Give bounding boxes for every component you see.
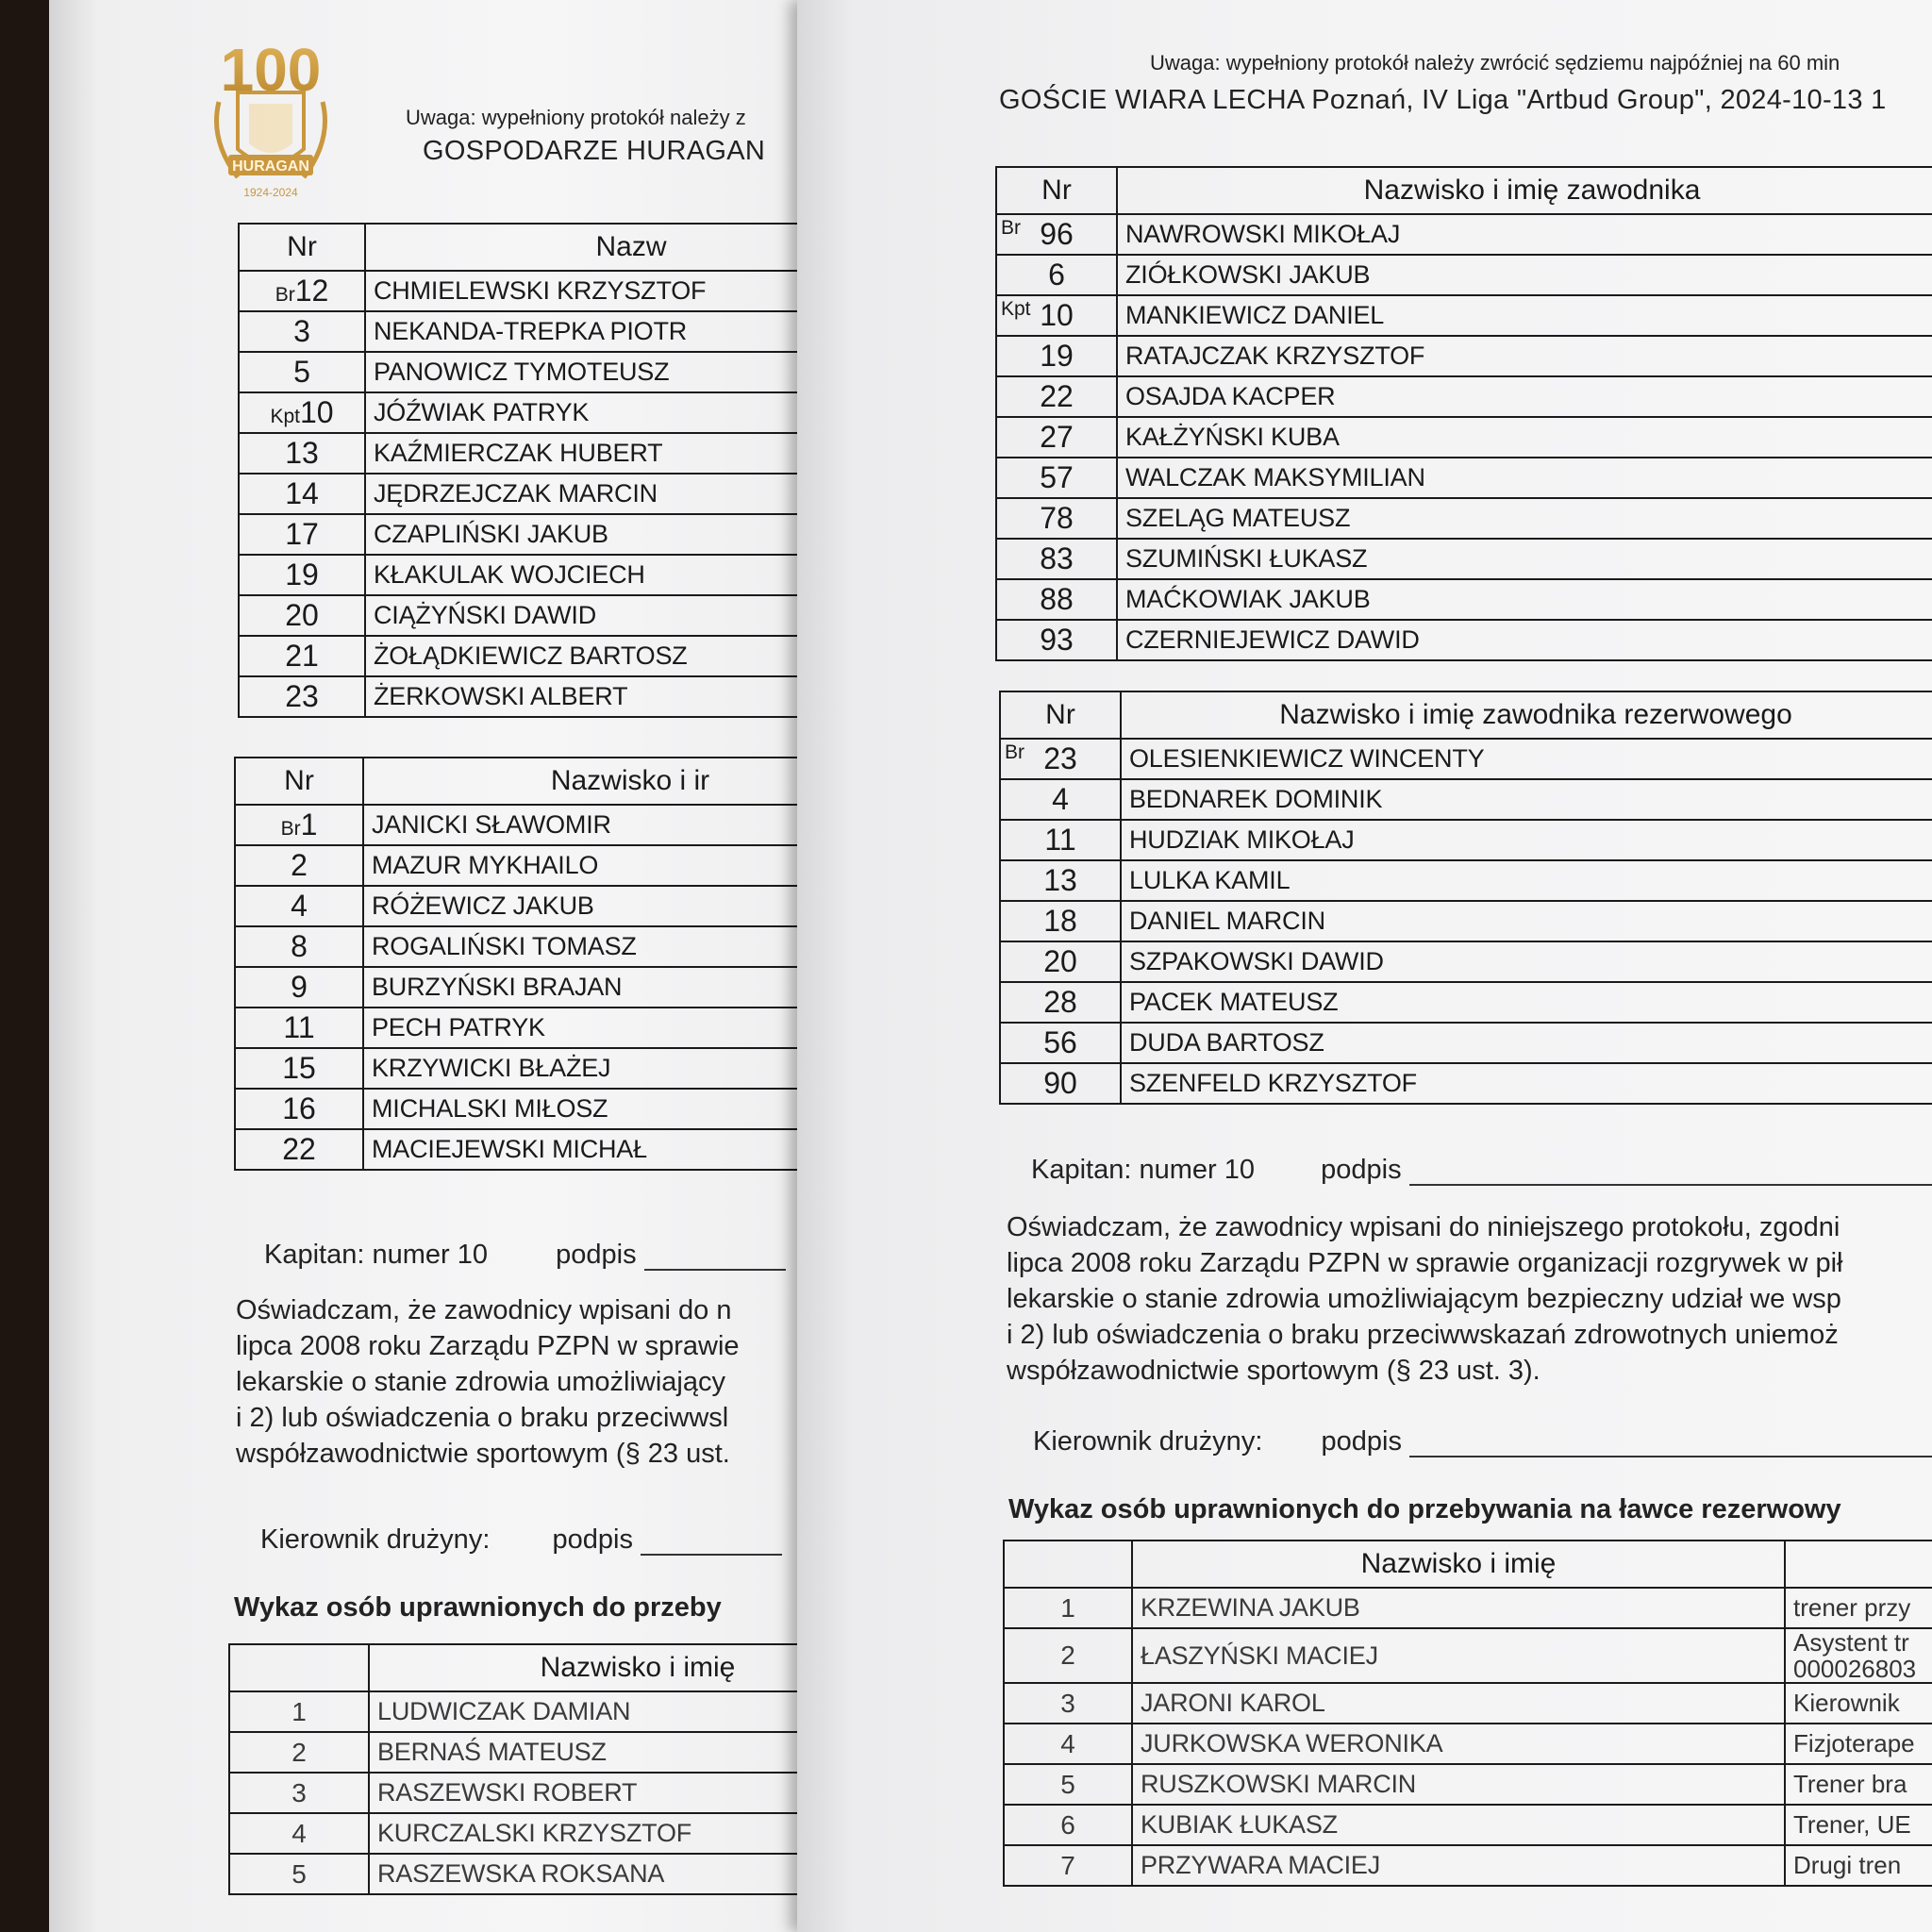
home-note: Uwaga: wypełniony protokół należy z: [406, 106, 746, 129]
home-starting-row: [239, 636, 860, 676]
away-bench-player-name: ŁASZYŃSKI MACIEJ: [1132, 1628, 1785, 1683]
home-reserve-number-cell: [235, 926, 363, 967]
logo-text: HURAGAN: [232, 158, 309, 175]
away-bench-number: 6: [1060, 1809, 1075, 1840]
home-starting-role-tag: Br: [275, 284, 295, 306]
away-starting-player-name: MANKIEWICZ DANIEL: [1117, 295, 1932, 336]
away-declaration-line: Oświadczam, że zawodnicy wpisani do niniejszego protokołu, zgodni: [1007, 1212, 1840, 1242]
home-bench-row: [229, 1691, 860, 1732]
away-manager-text: Kierownik drużyny:: [1033, 1426, 1263, 1457]
home-title: GOSPODARZE HURAGAN: [423, 136, 766, 166]
home-starting-row: [239, 514, 860, 555]
away-starting-number: 10: [1040, 298, 1074, 332]
home-starting-player-name: CIĄŻYŃSKI DAWID: [365, 595, 860, 636]
home-starting-header-row: [239, 224, 860, 271]
away-starting-player-name: WALCZAK MAKSYMILIAN: [1117, 458, 1932, 498]
home-bench-header-nr: [229, 1644, 369, 1691]
away-bench-number-cell: [1004, 1764, 1132, 1805]
home-reserve-number-cell: [235, 1089, 363, 1129]
away-captain-text: Kapitan: numer 10: [1031, 1155, 1255, 1185]
away-declaration-line: lipca 2008 roku Zarządu PZPN w sprawie organizacji rozgrywek w pił: [1007, 1248, 1843, 1278]
away-bench-row: [1004, 1683, 1932, 1724]
home-manager-line: [260, 1524, 782, 1556]
home-starting-number-cell: [239, 352, 365, 392]
home-starting-header-nr: Nr: [239, 224, 365, 271]
away-reserve-player-name: BEDNAREK DOMINIK: [1121, 779, 1932, 820]
away-reserve-number: 28: [1043, 985, 1077, 1019]
away-bench-function-text: Kierownik: [1793, 1689, 1900, 1717]
home-captain-podpis: podpis: [556, 1240, 637, 1270]
home-starting-number: 17: [285, 517, 319, 551]
home-reserve-header-name: Nazwisko i ir: [363, 758, 860, 805]
away-declaration: [1007, 1209, 1842, 1389]
home-starting-table: [238, 223, 860, 718]
home-starting-number-cell: [239, 676, 365, 717]
home-reserve-row: [235, 1048, 860, 1089]
away-starting-number: 27: [1040, 420, 1074, 454]
away-reserve-number-cell: [1000, 1023, 1121, 1063]
away-starting-player-name: OSAJDA KACPER: [1117, 376, 1932, 417]
home-bench-row: [229, 1854, 860, 1894]
away-starting-number-cell: [996, 417, 1117, 458]
away-starting-row: [996, 295, 1932, 336]
away-starting-number: 57: [1040, 460, 1074, 494]
away-bench-function: [1785, 1805, 1932, 1845]
home-captain-signature-line: [644, 1269, 786, 1271]
home-declaration-line: i 2) lub oświadczenia o braku przeciwwsl: [236, 1403, 729, 1433]
away-bench-number-cell: [1004, 1683, 1132, 1724]
home-reserve-row: [235, 845, 860, 886]
away-starting-number: 19: [1040, 339, 1074, 373]
away-starting-player-name: CZERNIEJEWICZ DAWID: [1117, 620, 1932, 660]
home-bench-number: 1: [291, 1696, 307, 1726]
home-starting-row: [239, 676, 860, 717]
home-starting-row: [239, 311, 860, 352]
home-reserve-header-row: [235, 758, 860, 805]
away-reserve-number: 90: [1043, 1066, 1077, 1100]
away-reserve-player-name: HUDZIAK MIKOŁAJ: [1121, 820, 1932, 860]
away-bench-function-text: Trener bra: [1793, 1770, 1907, 1798]
away-reserve-row: [1000, 941, 1932, 982]
away-reserve-row: [1000, 779, 1932, 820]
home-starting-number: 3: [293, 314, 310, 348]
home-starting-row: [239, 474, 860, 514]
home-starting-row: [239, 433, 860, 474]
home-starting-player-name: CHMIELEWSKI KRZYSZTOF: [365, 271, 860, 311]
away-bench-player-name: PRZYWARA MACIEJ: [1132, 1845, 1785, 1886]
away-bench-row: [1004, 1724, 1932, 1764]
away-starting-number-cell: [996, 295, 1117, 336]
away-title: GOŚCIE WIARA LECHA Poznań, IV Liga "Artbud Group", 2024-10-13 1: [999, 85, 1887, 115]
away-reserve-number-cell: [1000, 901, 1121, 941]
home-declaration-line: Oświadczam, że zawodnicy wpisani do n: [236, 1295, 732, 1325]
away-bench-header-role: [1785, 1541, 1932, 1588]
home-starting-number-cell: [239, 514, 365, 555]
home-bench-number: 3: [291, 1777, 307, 1807]
away-bench-header-row: [1004, 1541, 1932, 1588]
away-reserve-number: 4: [1052, 782, 1069, 816]
away-bench-player-name: KRZEWINA JAKUB: [1132, 1588, 1785, 1628]
away-starting-number-cell: [996, 620, 1117, 660]
home-starting-number-cell: [239, 636, 365, 676]
away-reserve-number-cell: [1000, 820, 1121, 860]
away-starting-number: 88: [1040, 582, 1074, 616]
home-reserve-number: 8: [291, 929, 308, 963]
home-starting-row: [239, 392, 860, 433]
home-bench-number: 4: [291, 1818, 307, 1848]
away-starting-number-cell: [996, 458, 1117, 498]
away-starting-number: 6: [1048, 258, 1065, 291]
home-starting-number: 20: [285, 598, 319, 632]
home-reserve-player-name: JANICKI SŁAWOMIR: [363, 805, 860, 845]
away-bench-number-cell: [1004, 1628, 1132, 1683]
away-reserve-number: 18: [1043, 904, 1077, 938]
away-reserve-header-nr: Nr: [1000, 691, 1121, 739]
away-declaration-line: współzawodnictwie sportowym (§ 23 ust. 3).: [1007, 1356, 1541, 1386]
away-captain-line: [1031, 1155, 1932, 1186]
away-starting-row: [996, 336, 1932, 376]
away-bench-number: 4: [1060, 1728, 1075, 1758]
away-team-sheet: [797, 0, 1932, 1932]
away-reserve-number-cell: [1000, 982, 1121, 1023]
away-bench-number-cell: [1004, 1845, 1132, 1886]
away-bench-function-text: Trener, UE: [1793, 1810, 1911, 1839]
home-reserve-number: 11: [283, 1010, 315, 1044]
home-reserve-row: [235, 1089, 860, 1129]
home-reserve-number-cell: [235, 1048, 363, 1089]
home-team-sheet: [49, 0, 860, 1932]
home-declaration: [236, 1292, 740, 1472]
home-bench-number-cell: [229, 1813, 369, 1854]
away-starting-header-nr: Nr: [996, 167, 1117, 214]
away-starting-row: [996, 458, 1932, 498]
away-starting-player-name: NAWROWSKI MIKOŁAJ: [1117, 214, 1932, 255]
home-bench-title: Wykaz osób uprawnionych do przeby: [234, 1592, 722, 1623]
home-starting-player-name: ŻOŁĄDKIEWICZ BARTOSZ: [365, 636, 860, 676]
away-starting-player-name: ZIÓŁKOWSKI JAKUB: [1117, 255, 1932, 295]
away-bench-number-cell: [1004, 1805, 1132, 1845]
home-reserve-number: 9: [291, 970, 308, 1004]
away-starting-row: [996, 620, 1932, 660]
home-bench-number-cell: [229, 1732, 369, 1773]
away-reserve-number: 20: [1043, 944, 1077, 978]
logo-years: 1924-2024: [243, 186, 298, 199]
home-starting-player-name: NEKANDA-TREPKA PIOTR: [365, 311, 860, 352]
away-starting-number: 93: [1040, 623, 1074, 657]
away-bench-player-name: RUSZKOWSKI MARCIN: [1132, 1764, 1785, 1805]
home-bench-number-cell: [229, 1773, 369, 1813]
home-starting-number-cell: [239, 271, 365, 311]
away-bench-row: [1004, 1845, 1932, 1886]
home-starting-row: [239, 271, 860, 311]
away-reserve-row: [1000, 860, 1932, 901]
away-manager-line: [1033, 1426, 1932, 1457]
home-starting-header-name: Nazw: [365, 224, 860, 271]
away-reserve-header-row: [1000, 691, 1932, 739]
home-declaration-line: lipca 2008 roku Zarządu PZPN w sprawie: [236, 1331, 740, 1361]
home-manager-podpis: podpis: [552, 1524, 633, 1555]
home-starting-number-cell: [239, 311, 365, 352]
away-bench-function-licence: 000026803: [1793, 1655, 1917, 1683]
home-bench-player-name: BERNAŚ MATEUSZ: [369, 1732, 860, 1773]
home-bench-header-row: [229, 1644, 860, 1691]
home-starting-player-name: ŻERKOWSKI ALBERT: [365, 676, 860, 717]
away-reserve-number-cell: [1000, 941, 1121, 982]
away-bench-function: [1785, 1628, 1932, 1683]
home-starting-player-name: CZAPLIŃSKI JAKUB: [365, 514, 860, 555]
huragan-logo: [200, 36, 341, 206]
home-reserve-role-tag: Br: [280, 818, 301, 840]
home-reserve-table: [234, 757, 860, 1171]
away-starting-player-name: MAĆKOWIAK JAKUB: [1117, 579, 1932, 620]
away-captain-signature-line: [1409, 1184, 1932, 1186]
away-starting-role-tag: Br: [1001, 217, 1021, 239]
away-bench-row: [1004, 1588, 1932, 1628]
home-starting-number: 12: [294, 274, 329, 308]
home-reserve-number-cell: [235, 1129, 363, 1170]
home-bench-number-cell: [229, 1854, 369, 1894]
home-reserve-player-name: ROGALIŃSKI TOMASZ: [363, 926, 860, 967]
away-starting-player-name: SZUMIŃSKI ŁUKASZ: [1117, 539, 1932, 579]
away-starting-number-cell: [996, 214, 1117, 255]
away-reserve-player-name: LULKA KAMIL: [1121, 860, 1932, 901]
away-reserve-row: [1000, 982, 1932, 1023]
away-starting-row: [996, 579, 1932, 620]
away-bench-title: Wykaz osób uprawnionych do przebywania na ławce rezerwowy: [1008, 1494, 1841, 1524]
away-starting-row: [996, 539, 1932, 579]
home-reserve-row: [235, 805, 860, 845]
home-bench-player-name: RASZEWSKI ROBERT: [369, 1773, 860, 1813]
away-bench-function: [1785, 1845, 1932, 1886]
away-starting-row: [996, 255, 1932, 295]
away-bench-function-text: trener przy: [1793, 1593, 1911, 1622]
away-bench-number-cell: [1004, 1724, 1132, 1764]
home-starting-number: 23: [285, 679, 319, 713]
away-starting-number: 22: [1040, 379, 1074, 413]
away-reserve-number: 13: [1043, 863, 1077, 897]
home-reserve-player-name: MICHALSKI MIŁOSZ: [363, 1089, 860, 1129]
away-bench-function-text: Fizjoterape: [1793, 1729, 1915, 1757]
away-reserve-player-name: DUDA BARTOSZ: [1121, 1023, 1932, 1063]
away-manager-signature-line: [1409, 1456, 1932, 1457]
home-reserve-player-name: KRZYWICKI BŁAŻEJ: [363, 1048, 860, 1089]
home-bench-player-name: KURCZALSKI KRZYSZTOF: [369, 1813, 860, 1854]
home-reserve-row: [235, 886, 860, 926]
home-bench-row: [229, 1732, 860, 1773]
home-bench-number: 5: [291, 1858, 307, 1889]
home-starting-number: 10: [299, 395, 334, 429]
away-reserve-row: [1000, 1023, 1932, 1063]
home-bench-number: 2: [291, 1737, 307, 1767]
home-bench-row: [229, 1773, 860, 1813]
away-reserve-header-name: Nazwisko i imię zawodnika rezerwowego: [1121, 691, 1932, 739]
home-starting-number: 21: [285, 639, 319, 673]
home-starting-player-name: PANOWICZ TYMOTEUSZ: [365, 352, 860, 392]
away-manager-podpis: podpis: [1321, 1426, 1402, 1457]
away-starting-number: 78: [1040, 501, 1074, 535]
away-reserve-player-name: OLESIENKIEWICZ WINCENTY: [1121, 739, 1932, 779]
home-reserve-number: 1: [300, 808, 318, 841]
away-starting-row: [996, 214, 1932, 255]
away-captain-podpis: podpis: [1321, 1155, 1402, 1185]
logo-number: 100: [220, 36, 322, 104]
away-starting-number-cell: [996, 255, 1117, 295]
away-reserve-player-name: DANIEL MARCIN: [1121, 901, 1932, 941]
home-starting-number: 5: [293, 355, 310, 389]
home-reserve-row: [235, 1129, 860, 1170]
home-starting-player-name: JÓŹWIAK PATRYK: [365, 392, 860, 433]
away-starting-player-name: RATAJCZAK KRZYSZTOF: [1117, 336, 1932, 376]
away-reserve-row: [1000, 739, 1932, 779]
away-starting-number: 96: [1040, 217, 1074, 251]
home-reserve-player-name: MACIEJEWSKI MICHAŁ: [363, 1129, 860, 1170]
away-bench-row: [1004, 1764, 1932, 1805]
away-reserve-player-name: SZPAKOWSKI DAWID: [1121, 941, 1932, 982]
home-reserve-number-cell: [235, 1008, 363, 1048]
home-starting-number-cell: [239, 474, 365, 514]
away-declaration-line: i 2) lub oświadczenia o braku przeciwwskazań zdrowotnych uniemoż: [1007, 1320, 1839, 1350]
away-bench-player-name: JURKOWSKA WERONIKA: [1132, 1724, 1785, 1764]
away-starting-number-cell: [996, 498, 1117, 539]
away-starting-number-cell: [996, 336, 1117, 376]
away-starting-header-name: Nazwisko i imię zawodnika: [1117, 167, 1932, 214]
away-bench-function: [1785, 1588, 1932, 1628]
away-reserve-row: [1000, 1063, 1932, 1104]
away-bench-number-cell: [1004, 1588, 1132, 1628]
away-bench-number: 7: [1060, 1850, 1075, 1880]
away-bench-function: [1785, 1764, 1932, 1805]
away-reserve-number-cell: [1000, 1063, 1121, 1104]
away-reserve-number: 56: [1043, 1025, 1077, 1059]
away-reserve-number-cell: [1000, 739, 1121, 779]
away-starting-number-cell: [996, 579, 1117, 620]
home-reserve-number-cell: [235, 886, 363, 926]
home-starting-number-cell: [239, 392, 365, 433]
away-bench-header-name: Nazwisko i imię: [1132, 1541, 1785, 1588]
away-bench-player-name: JARONI KAROL: [1132, 1683, 1785, 1724]
away-bench-row: [1004, 1628, 1932, 1683]
home-reserve-player-name: BURZYŃSKI BRAJAN: [363, 967, 860, 1008]
home-bench-player-name: RASZEWSKA ROKSANA: [369, 1854, 860, 1894]
home-declaration-line: współzawodnictwie sportowym (§ 23 ust.: [236, 1439, 730, 1469]
away-starting-table: [995, 166, 1932, 661]
home-reserve-number-cell: [235, 845, 363, 886]
away-starting-number: 83: [1040, 541, 1074, 575]
away-starting-number-cell: [996, 376, 1117, 417]
home-starting-row: [239, 595, 860, 636]
home-bench-table: [228, 1643, 860, 1895]
home-reserve-number-cell: [235, 967, 363, 1008]
away-starting-role-tag: Kpt: [1001, 298, 1031, 320]
away-bench-header-nr: [1004, 1541, 1132, 1588]
home-manager-signature-line: [641, 1554, 782, 1556]
home-reserve-player-name: MAZUR MYKHAILO: [363, 845, 860, 886]
home-reserve-number: 15: [282, 1051, 316, 1085]
home-starting-row: [239, 352, 860, 392]
away-reserve-number-cell: [1000, 779, 1121, 820]
home-starting-number-cell: [239, 555, 365, 595]
home-bench-row: [229, 1813, 860, 1854]
home-starting-number: 13: [285, 436, 319, 470]
home-reserve-row: [235, 926, 860, 967]
home-starting-row: [239, 555, 860, 595]
away-bench-number: 1: [1060, 1592, 1075, 1623]
away-bench-number: 2: [1060, 1641, 1075, 1670]
home-reserve-number: 4: [291, 889, 308, 923]
away-bench-function-text: Drugi tren: [1793, 1851, 1902, 1879]
home-reserve-player-name: RÓŻEWICZ JAKUB: [363, 886, 860, 926]
away-bench-number: 3: [1060, 1688, 1075, 1718]
away-reserve-number-cell: [1000, 860, 1121, 901]
away-reserve-player-name: PACEK MATEUSZ: [1121, 982, 1932, 1023]
away-starting-number-cell: [996, 539, 1117, 579]
away-reserve-number: 23: [1043, 741, 1077, 775]
home-reserve-row: [235, 1008, 860, 1048]
home-reserve-row: [235, 967, 860, 1008]
away-declaration-line: lekarskie o stanie zdrowia umożliwiającym bezpieczny udział we wsp: [1007, 1284, 1841, 1314]
away-bench-number: 5: [1060, 1769, 1075, 1799]
home-bench-player-name: LUDWICZAK DAMIAN: [369, 1691, 860, 1732]
home-bench-number-cell: [229, 1691, 369, 1732]
home-starting-number-cell: [239, 595, 365, 636]
home-bench-header-name: Nazwisko i imię: [369, 1644, 860, 1691]
away-reserve-table: [999, 691, 1932, 1105]
away-starting-player-name: SZELĄG MATEUSZ: [1117, 498, 1932, 539]
away-starting-row: [996, 417, 1932, 458]
home-starting-player-name: JĘDRZEJCZAK MARCIN: [365, 474, 860, 514]
home-reserve-number: 2: [291, 848, 308, 882]
home-starting-player-name: KAŹMIERCZAK HUBERT: [365, 433, 860, 474]
away-reserve-role-tag: Br: [1005, 741, 1024, 763]
away-starting-player-name: KAŁŻYŃSKI KUBA: [1117, 417, 1932, 458]
away-bench-player-name: KUBIAK ŁUKASZ: [1132, 1805, 1785, 1845]
home-starting-number: 14: [285, 476, 319, 510]
home-reserve-number-cell: [235, 805, 363, 845]
away-starting-row: [996, 498, 1932, 539]
home-starting-number: 19: [285, 558, 319, 591]
away-bench-function: [1785, 1724, 1932, 1764]
away-reserve-player-name: SZENFELD KRZYSZTOF: [1121, 1063, 1932, 1104]
away-bench-row: [1004, 1805, 1932, 1845]
home-starting-number-cell: [239, 433, 365, 474]
home-captain-text: Kapitan: numer 10: [264, 1240, 488, 1270]
away-reserve-row: [1000, 901, 1932, 941]
away-reserve-row: [1000, 820, 1932, 860]
home-starting-player-name: KŁAKULAK WOJCIECH: [365, 555, 860, 595]
away-bench-function: [1785, 1683, 1932, 1724]
home-declaration-line: lekarskie o stanie zdrowia umożliwiający: [236, 1367, 725, 1397]
away-note: Uwaga: wypełniony protokół należy zwrócić sędziemu najpóźniej na 60 min: [1150, 51, 1840, 75]
home-reserve-header-nr: Nr: [235, 758, 363, 805]
away-starting-header-row: [996, 167, 1932, 214]
home-reserve-player-name: PECH PATRYK: [363, 1008, 860, 1048]
home-reserve-number: 22: [282, 1132, 316, 1166]
home-reserve-number: 16: [282, 1091, 316, 1125]
away-bench-table: [1003, 1540, 1932, 1887]
home-starting-role-tag: Kpt: [270, 406, 300, 427]
home-captain-line: [264, 1240, 786, 1271]
home-manager-text: Kierownik drużyny:: [260, 1524, 491, 1555]
away-bench-function-text: Asystent tr: [1793, 1628, 1909, 1657]
away-reserve-number: 11: [1044, 823, 1076, 857]
away-starting-row: [996, 376, 1932, 417]
